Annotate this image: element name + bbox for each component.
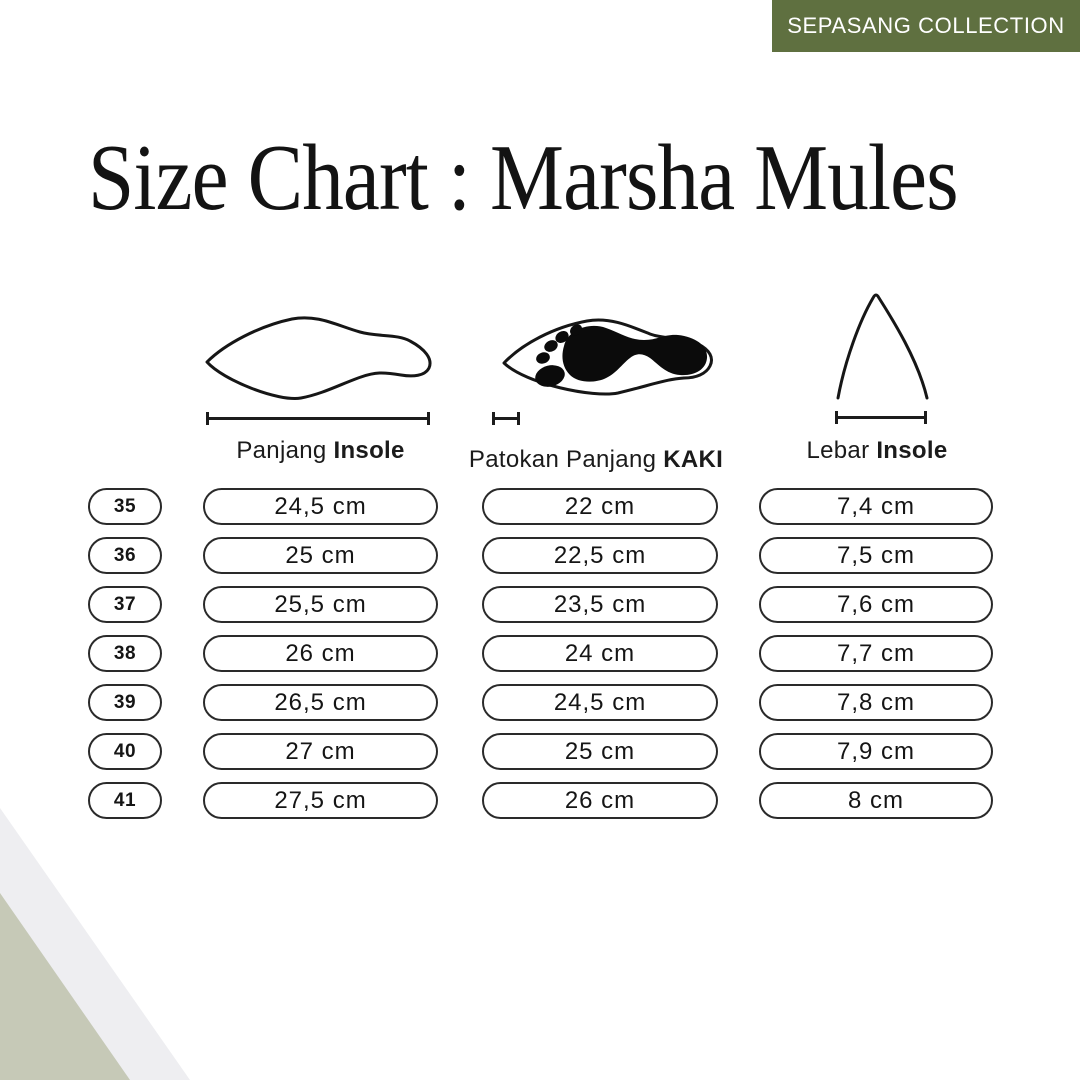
table-cell-insole-length: 24,5 cm (203, 488, 438, 525)
table-cell-foot-length: 22,5 cm (482, 537, 718, 574)
size-badge: 40 (88, 733, 162, 770)
table-cell-insole-length: 25,5 cm (203, 586, 438, 623)
table-cell-insole-width: 7,4 cm (759, 488, 993, 525)
size-badge: 37 (88, 586, 162, 623)
table-cell-foot-length: 25 cm (482, 733, 718, 770)
insole-length-illustration (203, 314, 435, 402)
header-bold-text: Insole (333, 437, 405, 464)
table-cell-insole-width: 8 cm (759, 782, 993, 819)
table-cell-insole-width: 7,8 cm (759, 684, 993, 721)
page-title: Size Chart : Marsha Mules (88, 126, 958, 230)
table-cell-insole-width: 7,9 cm (759, 733, 993, 770)
table-cell-foot-length: 26 cm (482, 782, 718, 819)
insole-width-arch-icon (833, 288, 929, 402)
column-header-patokan-panjang-kaki (466, 446, 726, 474)
table-cell-foot-length: 24 cm (482, 635, 718, 672)
table-cell-insole-length: 26 cm (203, 635, 438, 672)
insole-top-view-icon (203, 314, 435, 402)
insole-length-measure-line (206, 412, 430, 425)
table-cell-insole-width: 7,5 cm (759, 537, 993, 574)
foot-length-measure-line (492, 412, 520, 425)
table-cell-insole-length: 27 cm (203, 733, 438, 770)
header-regular-text: Patokan Panjang (468, 446, 657, 473)
size-badge: 36 (88, 537, 162, 574)
footprint-icon (498, 296, 716, 398)
insole-width-measure-line (835, 411, 927, 424)
table-cell-insole-width: 7,6 cm (759, 586, 993, 623)
table-cell-insole-length: 26,5 cm (203, 684, 438, 721)
table-cell-insole-width: 7,7 cm (759, 635, 993, 672)
size-badge: 38 (88, 635, 162, 672)
brand-badge-label: SEPASANG COLLECTION (787, 13, 1065, 38)
table-cell-insole-length: 25 cm (203, 537, 438, 574)
table-cell-foot-length: 22 cm (482, 488, 718, 525)
table-cell-foot-length: 24,5 cm (482, 684, 718, 721)
header-regular-text: Lebar (806, 437, 870, 464)
insole-width-illustration (833, 288, 929, 402)
table-cell-foot-length: 23,5 cm (482, 586, 718, 623)
table-cell-insole-length: 27,5 cm (203, 782, 438, 819)
column-header-lebar-insole (759, 437, 995, 465)
size-badge: 41 (88, 782, 162, 819)
size-badge: 39 (88, 684, 162, 721)
header-regular-text: Panjang (236, 437, 327, 464)
column-header-panjang-insole (203, 437, 438, 465)
size-badge: 35 (88, 488, 162, 525)
header-bold-text: KAKI (663, 446, 724, 473)
foot-length-illustration (498, 296, 716, 398)
header-bold-text: Insole (876, 437, 948, 464)
brand-badge (772, 0, 1080, 52)
